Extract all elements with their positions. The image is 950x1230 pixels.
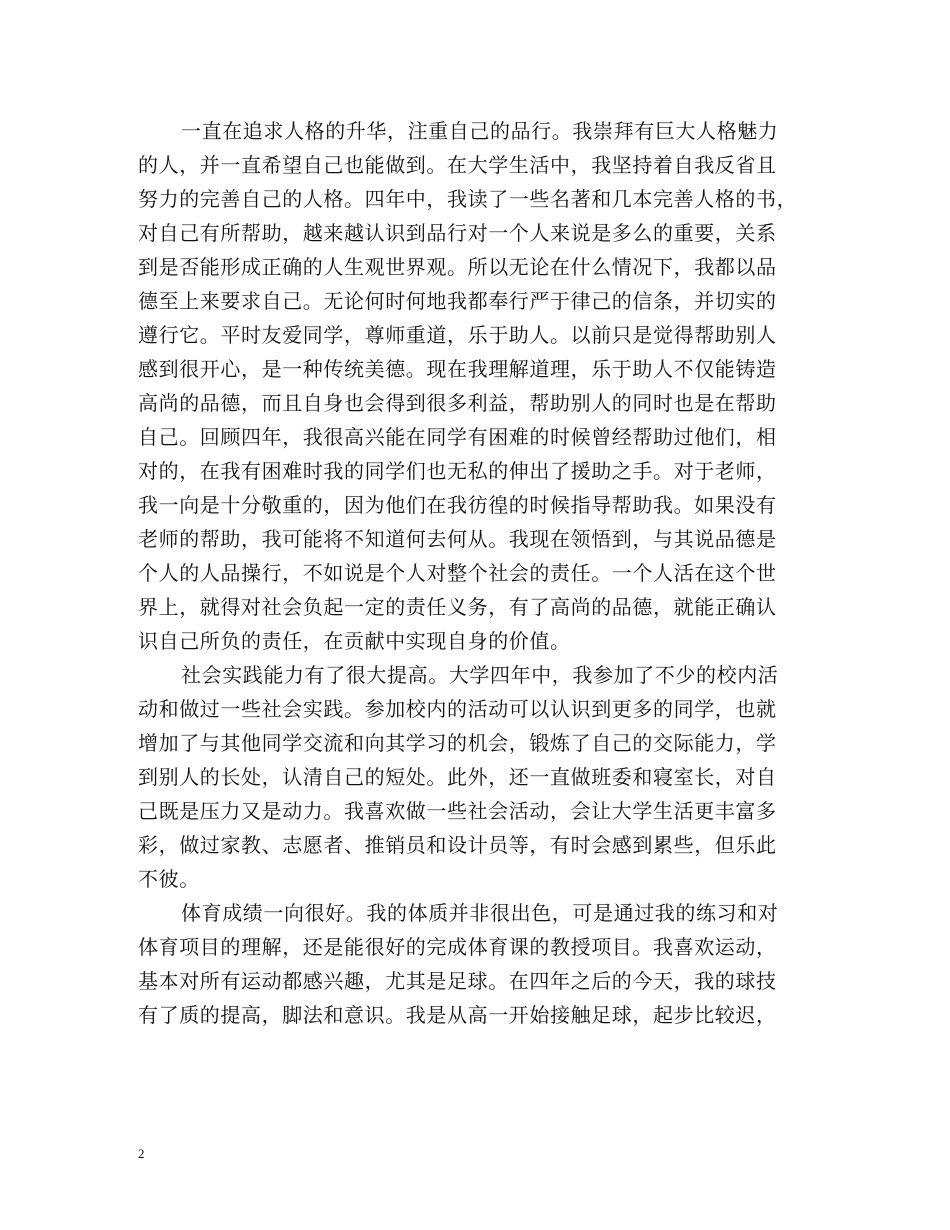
text-line: 有了质的提高，脚法和意识。我是从高一开始接触足球，起步比较迟，	[138, 1003, 777, 1027]
text-line: 感到很开心，是一种传统美德。现在我理解道理，乐于助人不仅能铸造	[138, 357, 777, 381]
text-line: 识自己所负的责任，在贡献中实现自身的价值。	[138, 629, 571, 653]
paragraph-character	[138, 114, 818, 658]
text-line: 德至上来要求自己。无论何时何地我都奉行严于律己的信条，并切实的	[138, 289, 777, 313]
text-line: 一直在追求人格的升华，注重自己的品行。我崇拜有巨大人格魅力	[181, 119, 779, 143]
text-line: 基本对所有运动都感兴趣，尤其是足球。在四年之后的今天，我的球技	[138, 969, 777, 993]
paragraph-social-practice	[138, 658, 818, 896]
page-number: 2	[138, 1146, 145, 1161]
text-line: 的人，并一直希望自己也能做到。在大学生活中，我坚持着自我反省且	[138, 153, 777, 177]
text-line: 到别人的长处，认清自己的短处。此外，还一直做班委和寝室长，对自	[138, 765, 777, 789]
text-line: 体育项目的理解，还是能很好的完成体育课的教授项目。我喜欢运动，	[138, 935, 777, 959]
text-line: 我一向是十分敬重的，因为他们在我彷徨的时候指导帮助我。如果没有	[138, 493, 777, 517]
text-line: 社会实践能力有了很大提高。大学四年中，我参加了不少的校内活	[181, 663, 779, 687]
text-line: 自己。回顾四年，我很高兴能在同学有困难的时候曾经帮助过他们，相	[138, 425, 777, 449]
text-line: 增加了与其他同学交流和向其学习的机会，锻炼了自己的交际能力，学	[138, 731, 777, 755]
text-line: 彩，做过家教、志愿者、推销员和设计员等，有时会感到累些，但乐此	[138, 833, 777, 857]
text-line: 己既是压力又是动力。我喜欢做一些社会活动，会让大学生活更丰富多	[138, 799, 777, 823]
text-line: 努力的完善自己的人格。四年中，我读了一些名著和几本完善人格的书，	[138, 187, 798, 211]
text-line: 界上，就得对社会负起一定的责任义务，有了高尚的品德，就能正确认	[138, 595, 777, 619]
text-line: 对自己有所帮助，越来越认识到品行对一个人来说是多么的重要，关系	[138, 221, 777, 245]
text-line: 老师的帮助，我可能将不知道何去何从。我现在领悟到，与其说品德是	[138, 527, 777, 551]
text-line: 体育成绩一向很好。我的体质并非很出色，可是通过我的练习和对	[181, 901, 779, 925]
body-text	[138, 114, 818, 1032]
text-line: 动和做过一些社会实践。参加校内的活动可以认识到更多的同学，也就	[138, 697, 777, 721]
text-line: 遵行它。平时友爱同学，尊师重道，乐于助人。以前只是觉得帮助别人	[138, 323, 777, 347]
text-line: 个人的人品操行，不如说是个人对整个社会的责任。一个人活在这个世	[138, 561, 777, 585]
text-line: 到是否能形成正确的人生观世界观。所以无论在什么情况下，我都以品	[138, 255, 777, 279]
paragraph-sports	[138, 896, 818, 1032]
text-line: 对的，在我有困难时我的同学们也无私的伸出了援助之手。对于老师，	[138, 459, 777, 483]
text-line: 不彼。	[138, 867, 200, 891]
text-line: 高尚的品德，而且自身也会得到很多利益，帮助别人的同时也是在帮助	[138, 391, 777, 415]
